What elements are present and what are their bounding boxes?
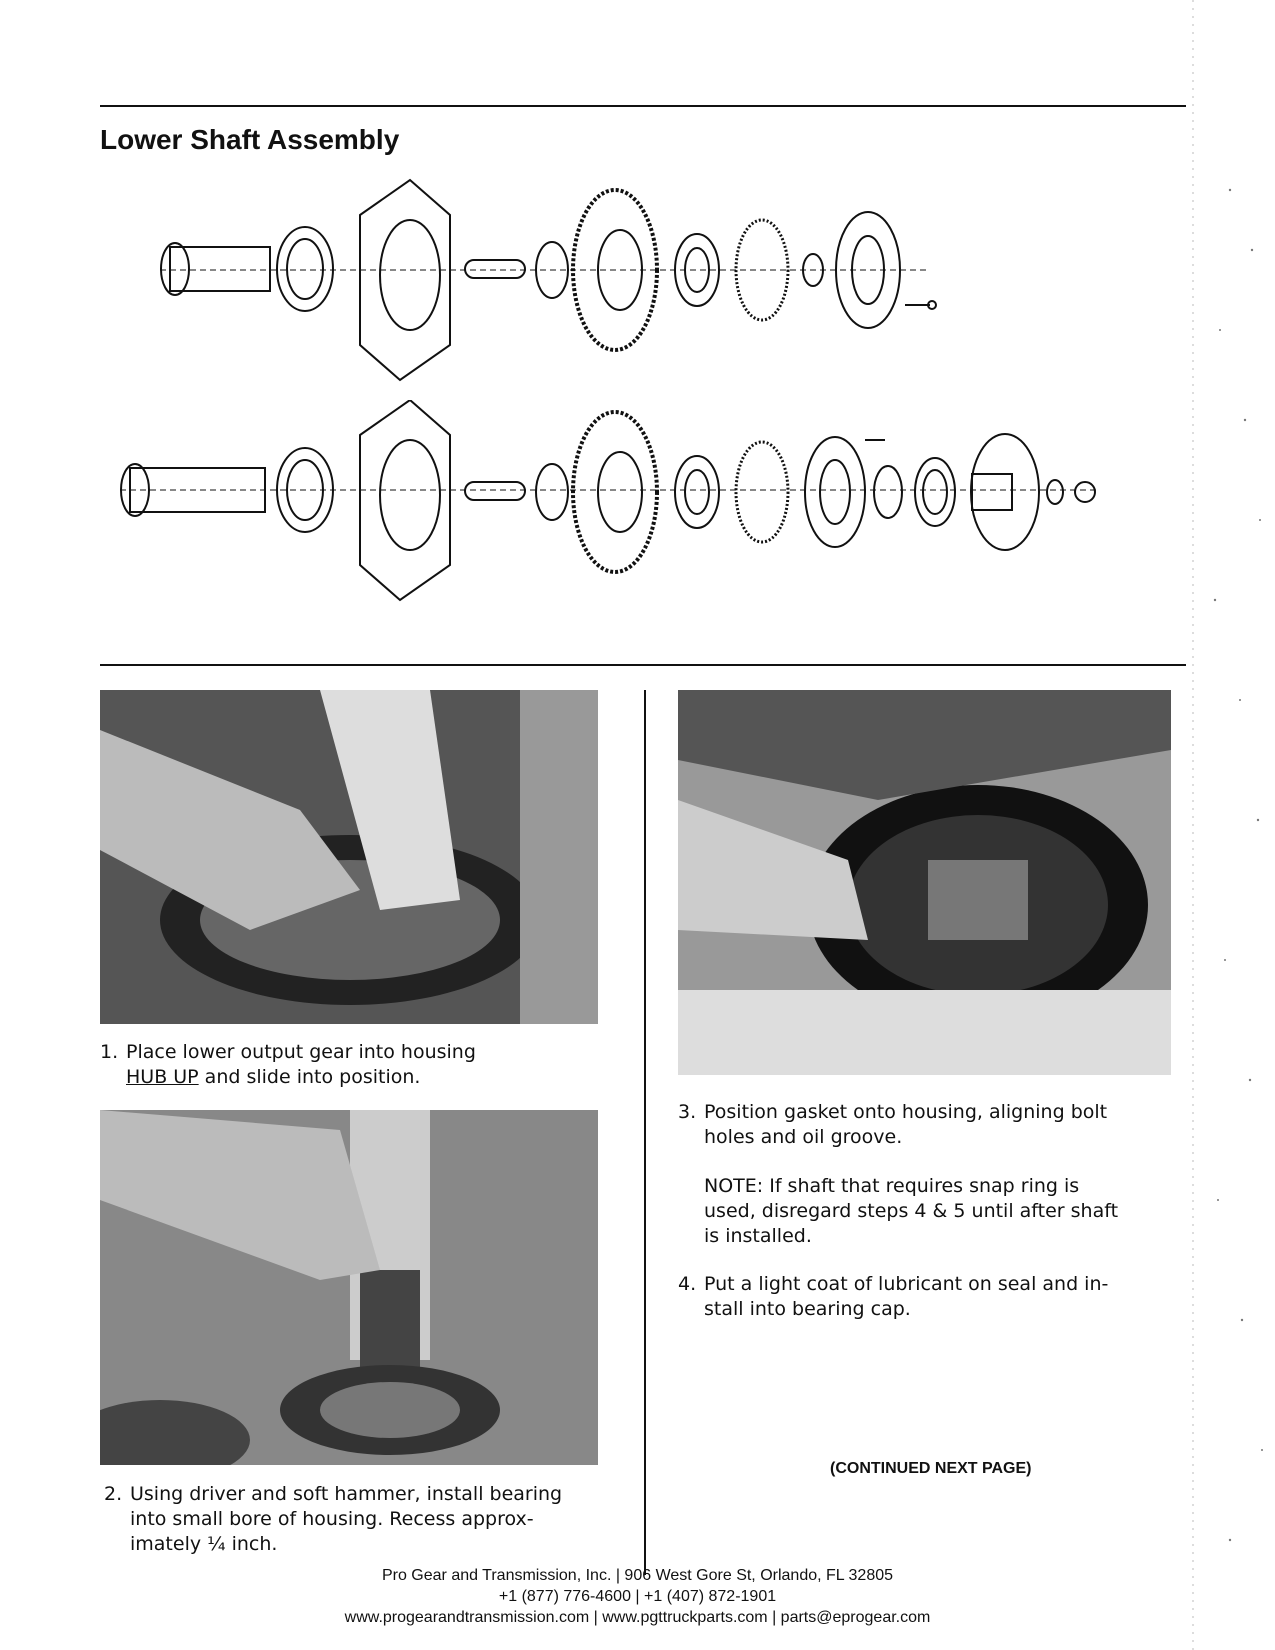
footer-address: Pro Gear and Transmission, Inc. | 906 West Gore St, Orlando, FL 32805 [381,1567,894,1584]
step-number: 3. [678,1101,697,1123]
exploded-diagram-top [110,175,1170,395]
step-1 [100,1040,620,1090]
column-divider [644,690,646,1575]
step-text-line: Using driver and soft hammer, install bearing [130,1483,563,1505]
note-line: is installed. [704,1225,812,1247]
step-text-line: into small bore of housing. Recess approx- [130,1508,534,1530]
step-text-line: Position gasket onto housing, aligning bolt [704,1101,1108,1123]
photo-gasket-onto-housing [678,690,1171,1075]
middle-rule [100,664,1186,666]
step-number: 1. [100,1041,119,1063]
step-2 [104,1482,644,1557]
exploded-diagram-bottom [110,400,1170,620]
step-text-line: Put a light coat of lubricant on seal and in- [704,1273,1109,1295]
photo-gear-into-housing [100,690,598,1024]
scan-edge-noise [1190,0,1275,1650]
note-line: NOTE: If shaft that requires snap ring is [704,1175,1080,1197]
top-rule [100,105,1186,107]
page-title: Lower Shaft Assembly [100,124,400,155]
step-3 [678,1100,1178,1150]
footer [0,1565,1275,1628]
note-block [704,1174,1184,1249]
step-text-line: stall into bearing cap. [704,1298,911,1320]
photo-bearing-driver [100,1110,598,1465]
footer-links: www.progearandtransmission.com | www.pgttruckparts.com | parts@eprogear.com [344,1609,931,1626]
step-text-line: Place lower output gear into housing [126,1041,476,1063]
step-4 [678,1272,1178,1322]
step-number: 2. [104,1483,123,1505]
continued-next-page: (CONTINUED NEXT PAGE) [830,1460,1032,1477]
note-line: used, disregard steps 4 & 5 until after shaft [704,1200,1119,1222]
step-text-line: and slide into position. [198,1066,421,1088]
step-text-line: imately ¼ inch. [130,1533,278,1555]
step-number: 4. [678,1273,697,1295]
step-text-line: holes and oil groove. [704,1126,903,1148]
hub-up-emphasis: HUB UP [126,1066,199,1088]
footer-phone: +1 (877) 776-4600 | +1 (407) 872-1901 [498,1588,777,1605]
